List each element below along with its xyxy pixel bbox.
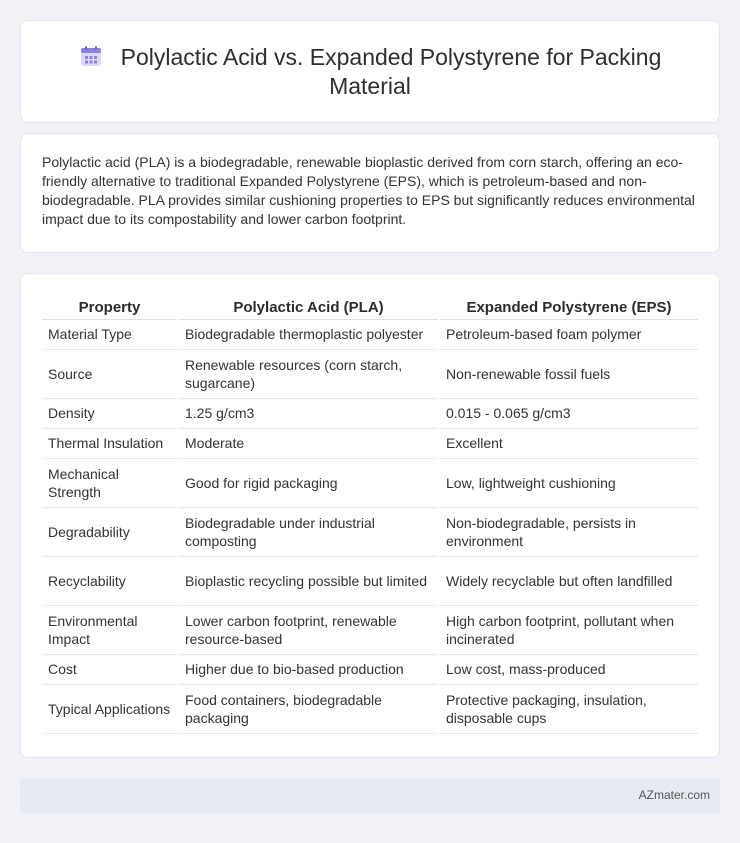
eps-cell: Low cost, mass-produced [439, 654, 698, 684]
pla-cell: Biodegradable under industrial composting [178, 507, 439, 556]
table-row [42, 605, 698, 654]
eps-cell: High carbon footprint, pollutant when incinerated [439, 605, 698, 654]
pla-cell: Moderate [178, 428, 439, 458]
eps-cell: Non-biodegradable, persists in environment [439, 507, 698, 556]
property-cell: Material Type [42, 319, 178, 349]
eps-cell: Protective packaging, insulation, disposable cups [439, 684, 698, 733]
property-cell: Thermal Insulation [42, 428, 178, 458]
footer-site-link[interactable]: AZmater.com [638, 788, 710, 802]
property-cell: Typical Applications [42, 684, 178, 733]
table-header-row [42, 293, 698, 319]
table-row [42, 428, 698, 458]
calendar-icon [79, 44, 103, 68]
property-cell: Recyclability [42, 556, 178, 605]
property-cell: Density [42, 398, 178, 428]
comparison-table [42, 293, 698, 734]
pla-cell: Lower carbon footprint, renewable resource-based [178, 605, 439, 654]
footer-bar [20, 778, 720, 813]
eps-cell: 0.015 - 0.065 g/cm3 [439, 398, 698, 428]
eps-cell: Non-renewable fossil fuels [439, 349, 698, 398]
intro-card [20, 133, 720, 253]
intro-paragraph: Polylactic acid (PLA) is a biodegradable, renewable bioplastic derived from corn starch, offering an eco-friendly alternative to traditional Expanded Polystyrene (EPS), which is petroleum-based and non-biodegradable. PLA provides similar cushioning properties to EPS but significantly reduces environmental impact due to its compostability and lower carbon footprint. [42, 154, 695, 227]
pla-cell: Renewable resources (corn starch, sugarcane) [178, 349, 439, 398]
header-card [20, 20, 720, 123]
eps-cell: Widely recyclable but often landfilled [439, 556, 698, 605]
property-cell: Degradability [42, 507, 178, 556]
property-cell: Source [42, 349, 178, 398]
table-row [42, 507, 698, 556]
pla-cell: Food containers, biodegradable packaging [178, 684, 439, 733]
property-cell: Cost [42, 654, 178, 684]
eps-cell: Petroleum-based foam polymer [439, 319, 698, 349]
page-title [51, 43, 689, 101]
header-pla: Polylactic Acid (PLA) [178, 293, 439, 319]
table-row [42, 458, 698, 507]
table-row [42, 654, 698, 684]
eps-cell: Low, lightweight cushioning [439, 458, 698, 507]
table-row [42, 684, 698, 733]
table-row [42, 398, 698, 428]
property-cell: Mechanical Strength [42, 458, 178, 507]
eps-cell: Excellent [439, 428, 698, 458]
pla-cell: 1.25 g/cm3 [178, 398, 439, 428]
pla-cell: Higher due to bio-based production [178, 654, 439, 684]
pla-cell: Good for rigid packaging [178, 458, 439, 507]
page-title-text: Polylactic Acid vs. Expanded Polystyrene for Packing Material [120, 44, 662, 99]
header-eps: Expanded Polystyrene (EPS) [439, 293, 698, 319]
comparison-card [20, 273, 720, 758]
pla-cell: Biodegradable thermoplastic polyester [178, 319, 439, 349]
pla-cell: Bioplastic recycling possible but limited [178, 556, 439, 605]
table-row [42, 349, 698, 398]
property-cell: Environmental Impact [42, 605, 178, 654]
table-row [42, 556, 698, 605]
table-row [42, 319, 698, 349]
header-property: Property [42, 293, 178, 319]
